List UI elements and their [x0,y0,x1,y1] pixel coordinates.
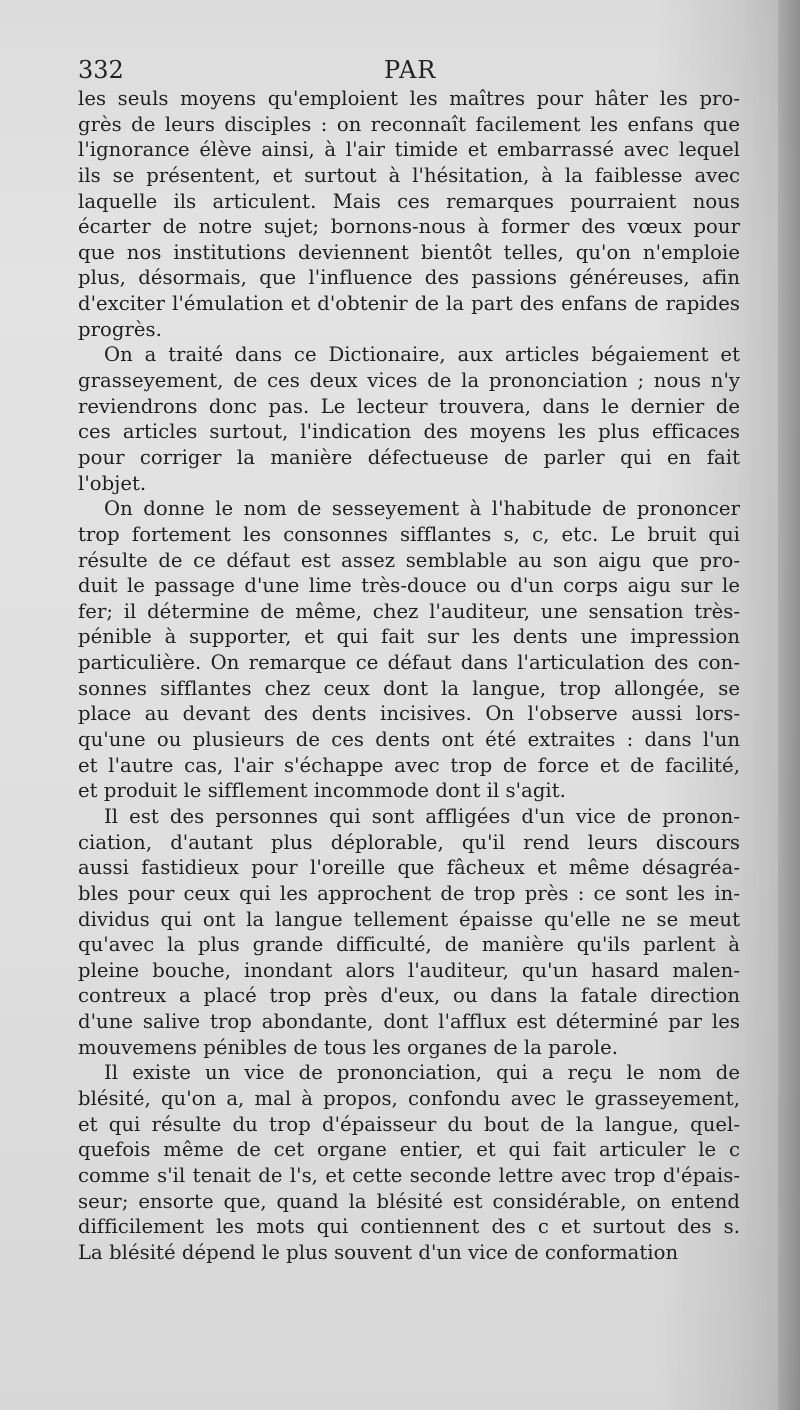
text-line: comme s'il tenait de l's, et cette seconde lettre avec trop d'épais- [78,1163,740,1187]
running-head [78,56,740,86]
text-line: d'une salive trop abondante, dont l'afflux est déterminé par les [78,1010,740,1034]
text-line: et qui résulte du trop d'épaisseur du bout de la langue, quel- [78,1112,740,1136]
text-line: et produit le sifflement incommode dont il s'agit. [78,779,566,803]
text-line: qu'avec la plus grande difficulté, de manière qu'ils parlent à [78,933,740,957]
text-line: résulte de ce défaut est assez semblable au son aigu que pro- [78,548,740,572]
text-line: laquelle ils articulent. Mais ces remarques pourraient nous [78,189,740,213]
running-title: PAR [384,56,437,84]
text-line: difficilement les mots qui contiennent des c et surtout des s. [78,1215,740,1239]
page-edge-shadow [778,0,800,1410]
text-line: grès de leurs disciples : on reconnaît facilement les enfans que [78,112,740,136]
text-line: Il est des personnes qui sont affligées d'un vice de pronon- [104,804,740,828]
text-line: progrès. [78,317,162,341]
text-line: pour corriger la manière défectueuse de parler qui en fait [78,445,740,469]
text-line: l'objet. [78,471,147,495]
text-line: La blésité dépend le plus souvent d'un vice de conformation [78,1240,679,1264]
text-line: l'ignorance élève ainsi, à l'air timide et embarrassé avec lequel [78,138,740,162]
text-line: ces articles surtout, l'indication des moyens les plus efficaces [78,420,740,444]
text-line: plus, désormais, que l'influence des passions généreuses, afin [78,266,740,290]
text-line: blésité, qu'on a, mal à propos, confondu avec le grasseyement, [78,1086,740,1110]
text-line: Il existe un vice de prononciation, qui a reçu le nom de [104,1061,740,1085]
text-line: fer; il détermine de même, chez l'auditeur, une sensation très- [78,599,740,623]
text-line: grasseyement, de ces deux vices de la prononciation ; nous n'y [78,369,740,393]
text-line: ciation, d'autant plus déplorable, qu'il rend leurs discours [78,830,740,854]
text-line: reviendrons donc pas. Le lecteur trouvera, dans le dernier de [78,394,740,418]
text-line: dividus qui ont la langue tellement épaisse qu'elle ne se meut [78,907,740,931]
text-line: contreux a placé trop près d'eux, ou dans la fatale direction [78,984,740,1008]
text-line: particulière. On remarque ce défaut dans l'articulation des con- [78,651,740,675]
paragraph-5 [78,1060,740,1265]
text-line: aussi fastidieux pour l'oreille que fâcheux et même désagréa- [78,856,740,880]
paragraph-2 [78,342,740,496]
text-line: écarter de notre sujet; bornons-nous à former des vœux pour [78,215,740,239]
main-text [78,86,740,1265]
page-number: 332 [78,56,124,84]
text-line: d'exciter l'émulation et d'obtenir de la part des enfans de rapides [78,292,740,316]
text-line: et l'autre cas, l'air s'échappe avec trop de force et de facilité, [78,753,740,777]
text-line: que nos institutions deviennent bientôt telles, qu'on n'emploie [78,240,740,264]
text-line: sonnes sifflantes chez ceux dont la langue, trop allongée, se [78,676,740,700]
text-line: pleine bouche, inondant alors l'auditeur, qu'un hasard malen- [78,958,740,982]
text-line: bles pour ceux qui les approchent de trop près : ce sont les in- [78,881,740,905]
text-line: duit le passage d'une lime très-douce ou d'un corps aigu sur le [78,574,740,598]
text-line: mouvemens pénibles de tous les organes de la parole. [78,1035,619,1059]
text-line: qu'une ou plusieurs de ces dents ont été extraites : dans l'un [78,728,740,752]
text-line: ils se présentent, et surtout à l'hésitation, à la faiblesse avec [78,163,740,187]
paragraph-3 [78,496,740,804]
paragraph-1 [78,86,740,342]
text-line: On a traité dans ce Dictionaire, aux articles bégaiement et [104,343,740,367]
text-line: On donne le nom de sesseyement à l'habitude de prononcer [104,497,740,521]
text-line: trop fortement les consonnes sifflantes s, c, etc. Le bruit qui [78,522,740,546]
text-line: seur; ensorte que, quand la blésité est considérable, on entend [78,1189,740,1213]
text-line: les seuls moyens qu'emploient les maîtres pour hâter les pro- [78,87,740,110]
text-line: quefois même de cet organe entier, et qui fait articuler le c [78,1138,740,1162]
text-line: pénible à supporter, et qui fait sur les dents une impression [78,625,740,649]
text-line: place au devant des dents incisives. On l'observe aussi lors- [78,702,740,726]
paragraph-4 [78,804,740,1060]
